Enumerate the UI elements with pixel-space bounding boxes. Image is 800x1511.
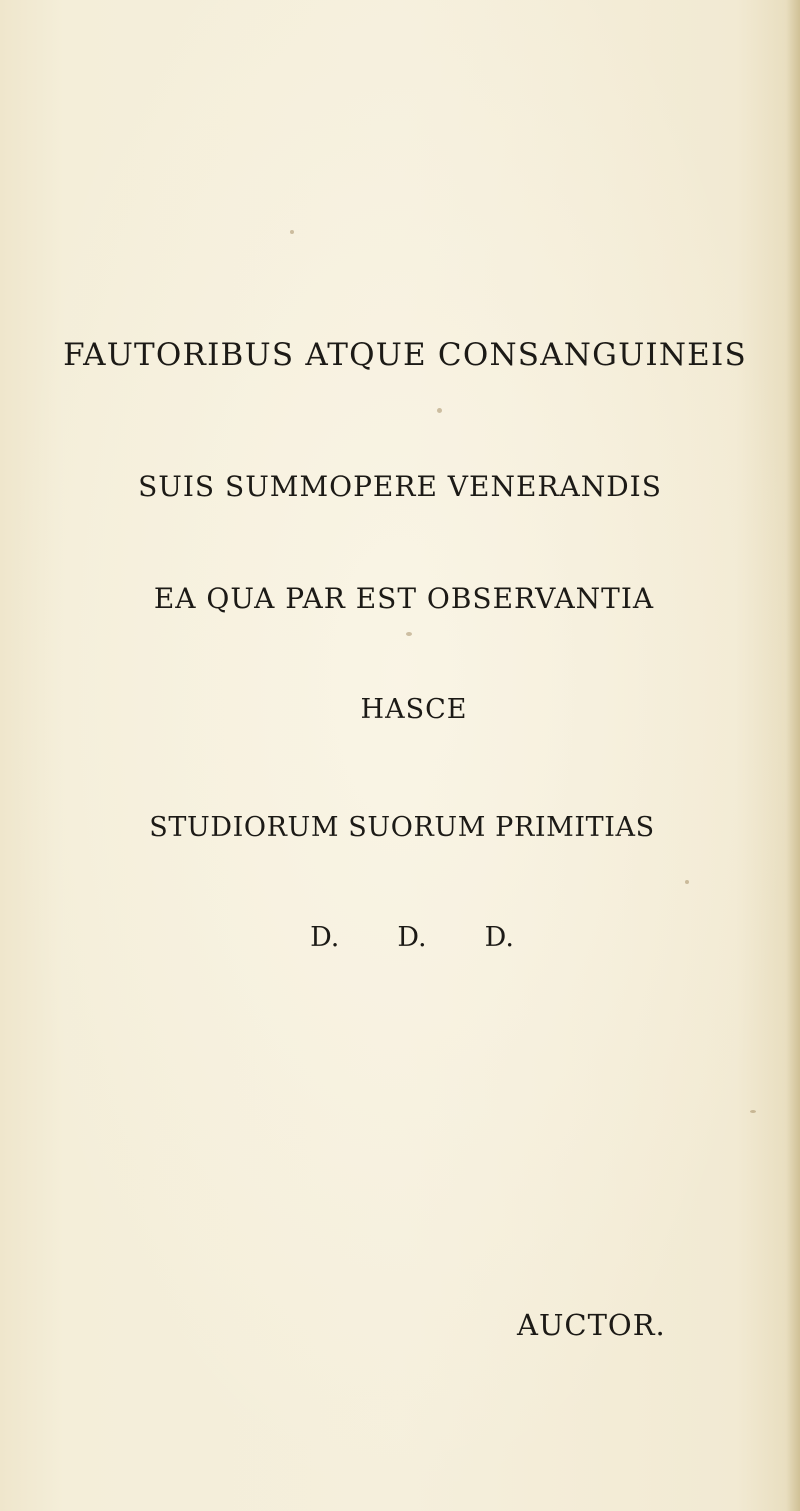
paper-speck bbox=[437, 408, 442, 413]
dedication-line-4: HASCE bbox=[360, 694, 468, 725]
paper-speck bbox=[406, 632, 412, 636]
paper-speck bbox=[290, 230, 294, 234]
paper-speck bbox=[750, 1110, 756, 1113]
dedication-line-5: STUDIORUM SUORUM PRIMITIAS bbox=[149, 812, 655, 843]
initial-1: D. bbox=[310, 922, 340, 953]
author-signature: AUCTOR. bbox=[517, 1308, 666, 1342]
dedication-line-2: SUIS SUMMOPERE VENERANDIS bbox=[138, 470, 662, 503]
dedicator-initials bbox=[0, 922, 800, 953]
dedication-line-3: EA QUA PAR EST OBSERVANTIA bbox=[153, 582, 655, 615]
dedication-line-1: FAUTORIBUS ATQUE CONSANGUINEIS bbox=[63, 337, 747, 373]
paper-speck bbox=[685, 880, 689, 884]
initial-2: D. bbox=[397, 922, 427, 953]
page-edge-shadow bbox=[786, 0, 800, 1511]
initial-3: D. bbox=[484, 922, 514, 953]
